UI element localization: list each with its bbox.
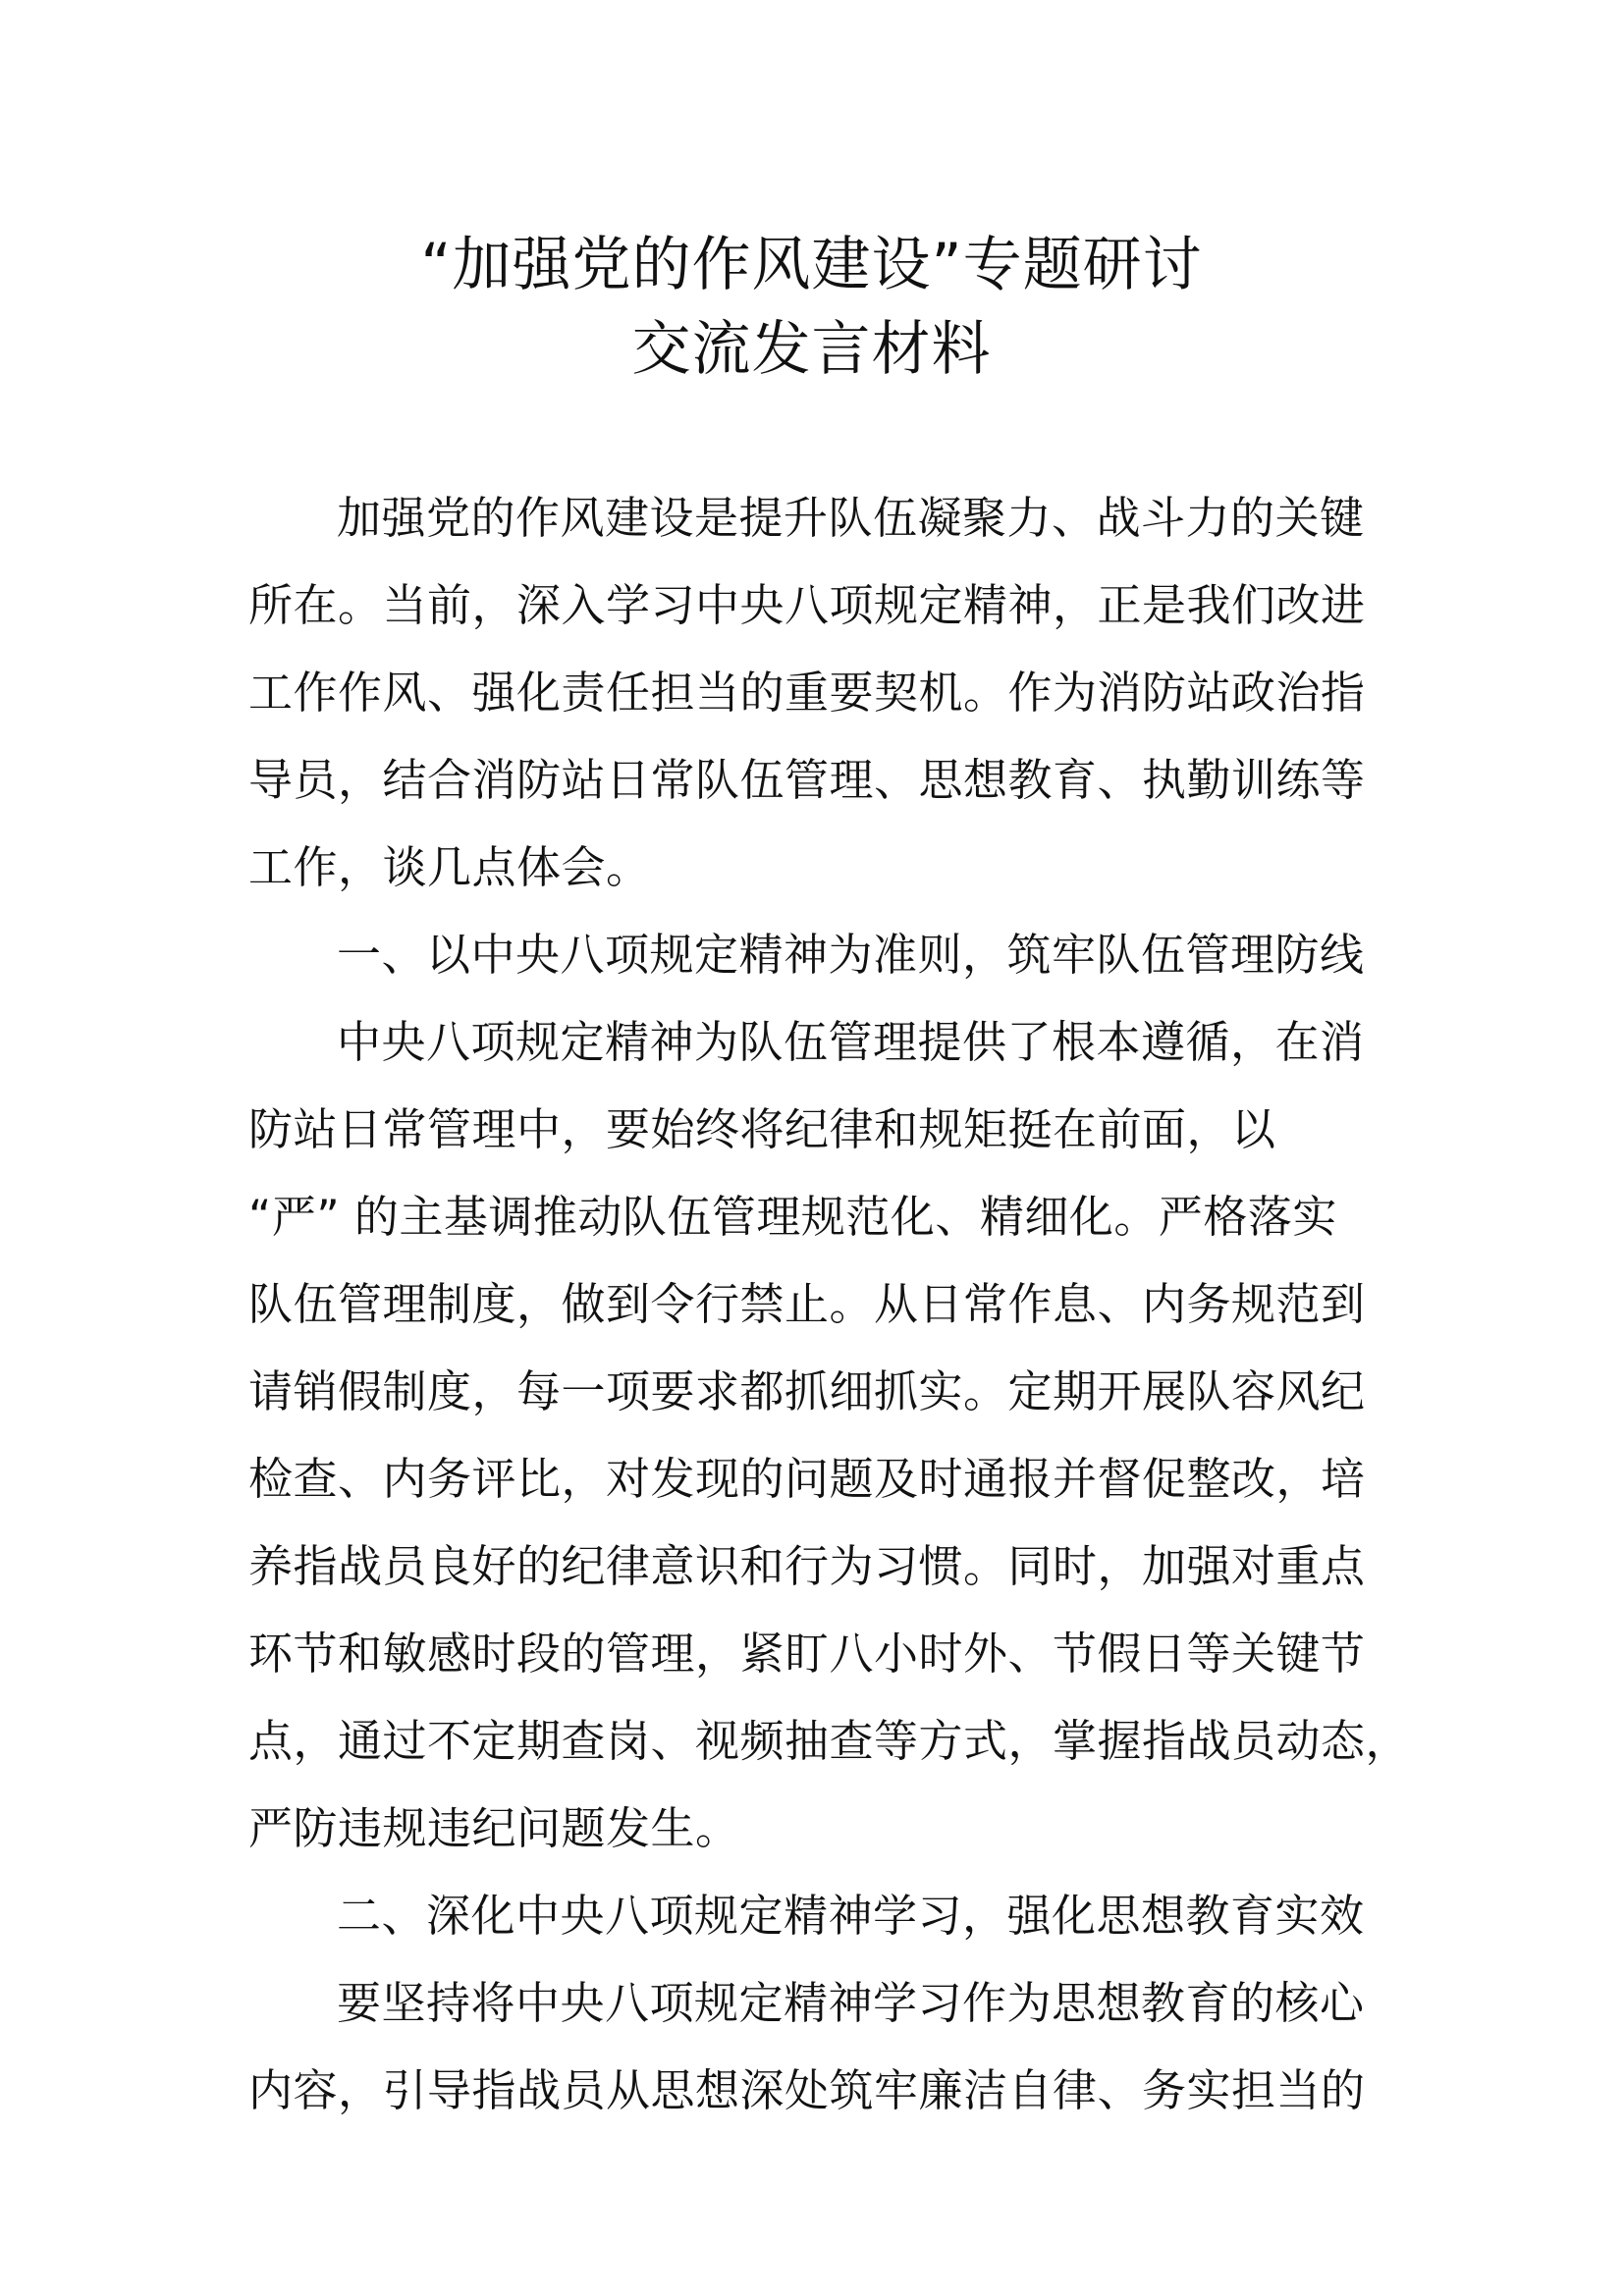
paragraph-line: 队伍管理制度，做到令行禁止。从日常作息、内务规范到 [248,1278,1366,1330]
paragraph-line: 检查、内务评比，对发现的问题及时通报并督促整改，培 [248,1453,1366,1505]
paragraph-line: 加强党的作风建设是提升队伍凝聚力、战斗力的关键 [337,492,1365,544]
document-title-line-1: “加强党的作风建设”专题研讨 [420,231,1203,299]
paragraph-line: 工作作风、强化责任担当的重要契机。作为消防站政治指 [248,667,1366,719]
paragraph-line: 内容，引导指战员从思想深处筑牢廉洁自律、务实担当的 [248,2064,1366,2116]
section-heading-2: 二、深化中央八项规定精神学习，强化思想教育实效 [337,1890,1365,1942]
paragraph-line: “严” 的主基调推动队伍管理规范化、精细化。严格落实 [248,1191,1337,1243]
paragraph-line: 养指战员良好的纪律意识和行为习惯。同时，加强对重点 [248,1540,1366,1592]
paragraph-line: 请销假制度，每一项要求都抓细抓实。定期开展队容风纪 [248,1365,1366,1417]
paragraph-line: 严防违规违纪问题发生。 [248,1802,740,1854]
paragraph-line: 防站日常管理中，要始终将纪律和规矩挺在前面，以 [248,1103,1276,1155]
paragraph-line: 导员，结合消防站日常队伍管理、思想教育、执勤训练等 [248,754,1366,806]
paragraph-line: 环节和敏感时段的管理，紧盯八小时外、节假日等关键节 [248,1628,1366,1680]
paragraph-line: 工作，谈几点体会。 [248,841,651,893]
paragraph-line: 要坚持将中央八项规定精神学习作为思想教育的核心 [337,1977,1365,2029]
paragraph-line: 点，通过不定期查岗、视频抽查等方式，掌握指战员动态， [248,1715,1411,1767]
section-heading-1: 一、以中央八项规定精神为准则，筑牢队伍管理防线 [337,929,1365,981]
document-title-line-2: 交流发言材料 [631,315,992,384]
paragraph-line: 所在。当前，深入学习中央八项规定精神，正是我们改进 [248,579,1366,631]
paragraph-line: 中央八项规定精神为队伍管理提供了根本遵循，在消 [337,1016,1365,1068]
